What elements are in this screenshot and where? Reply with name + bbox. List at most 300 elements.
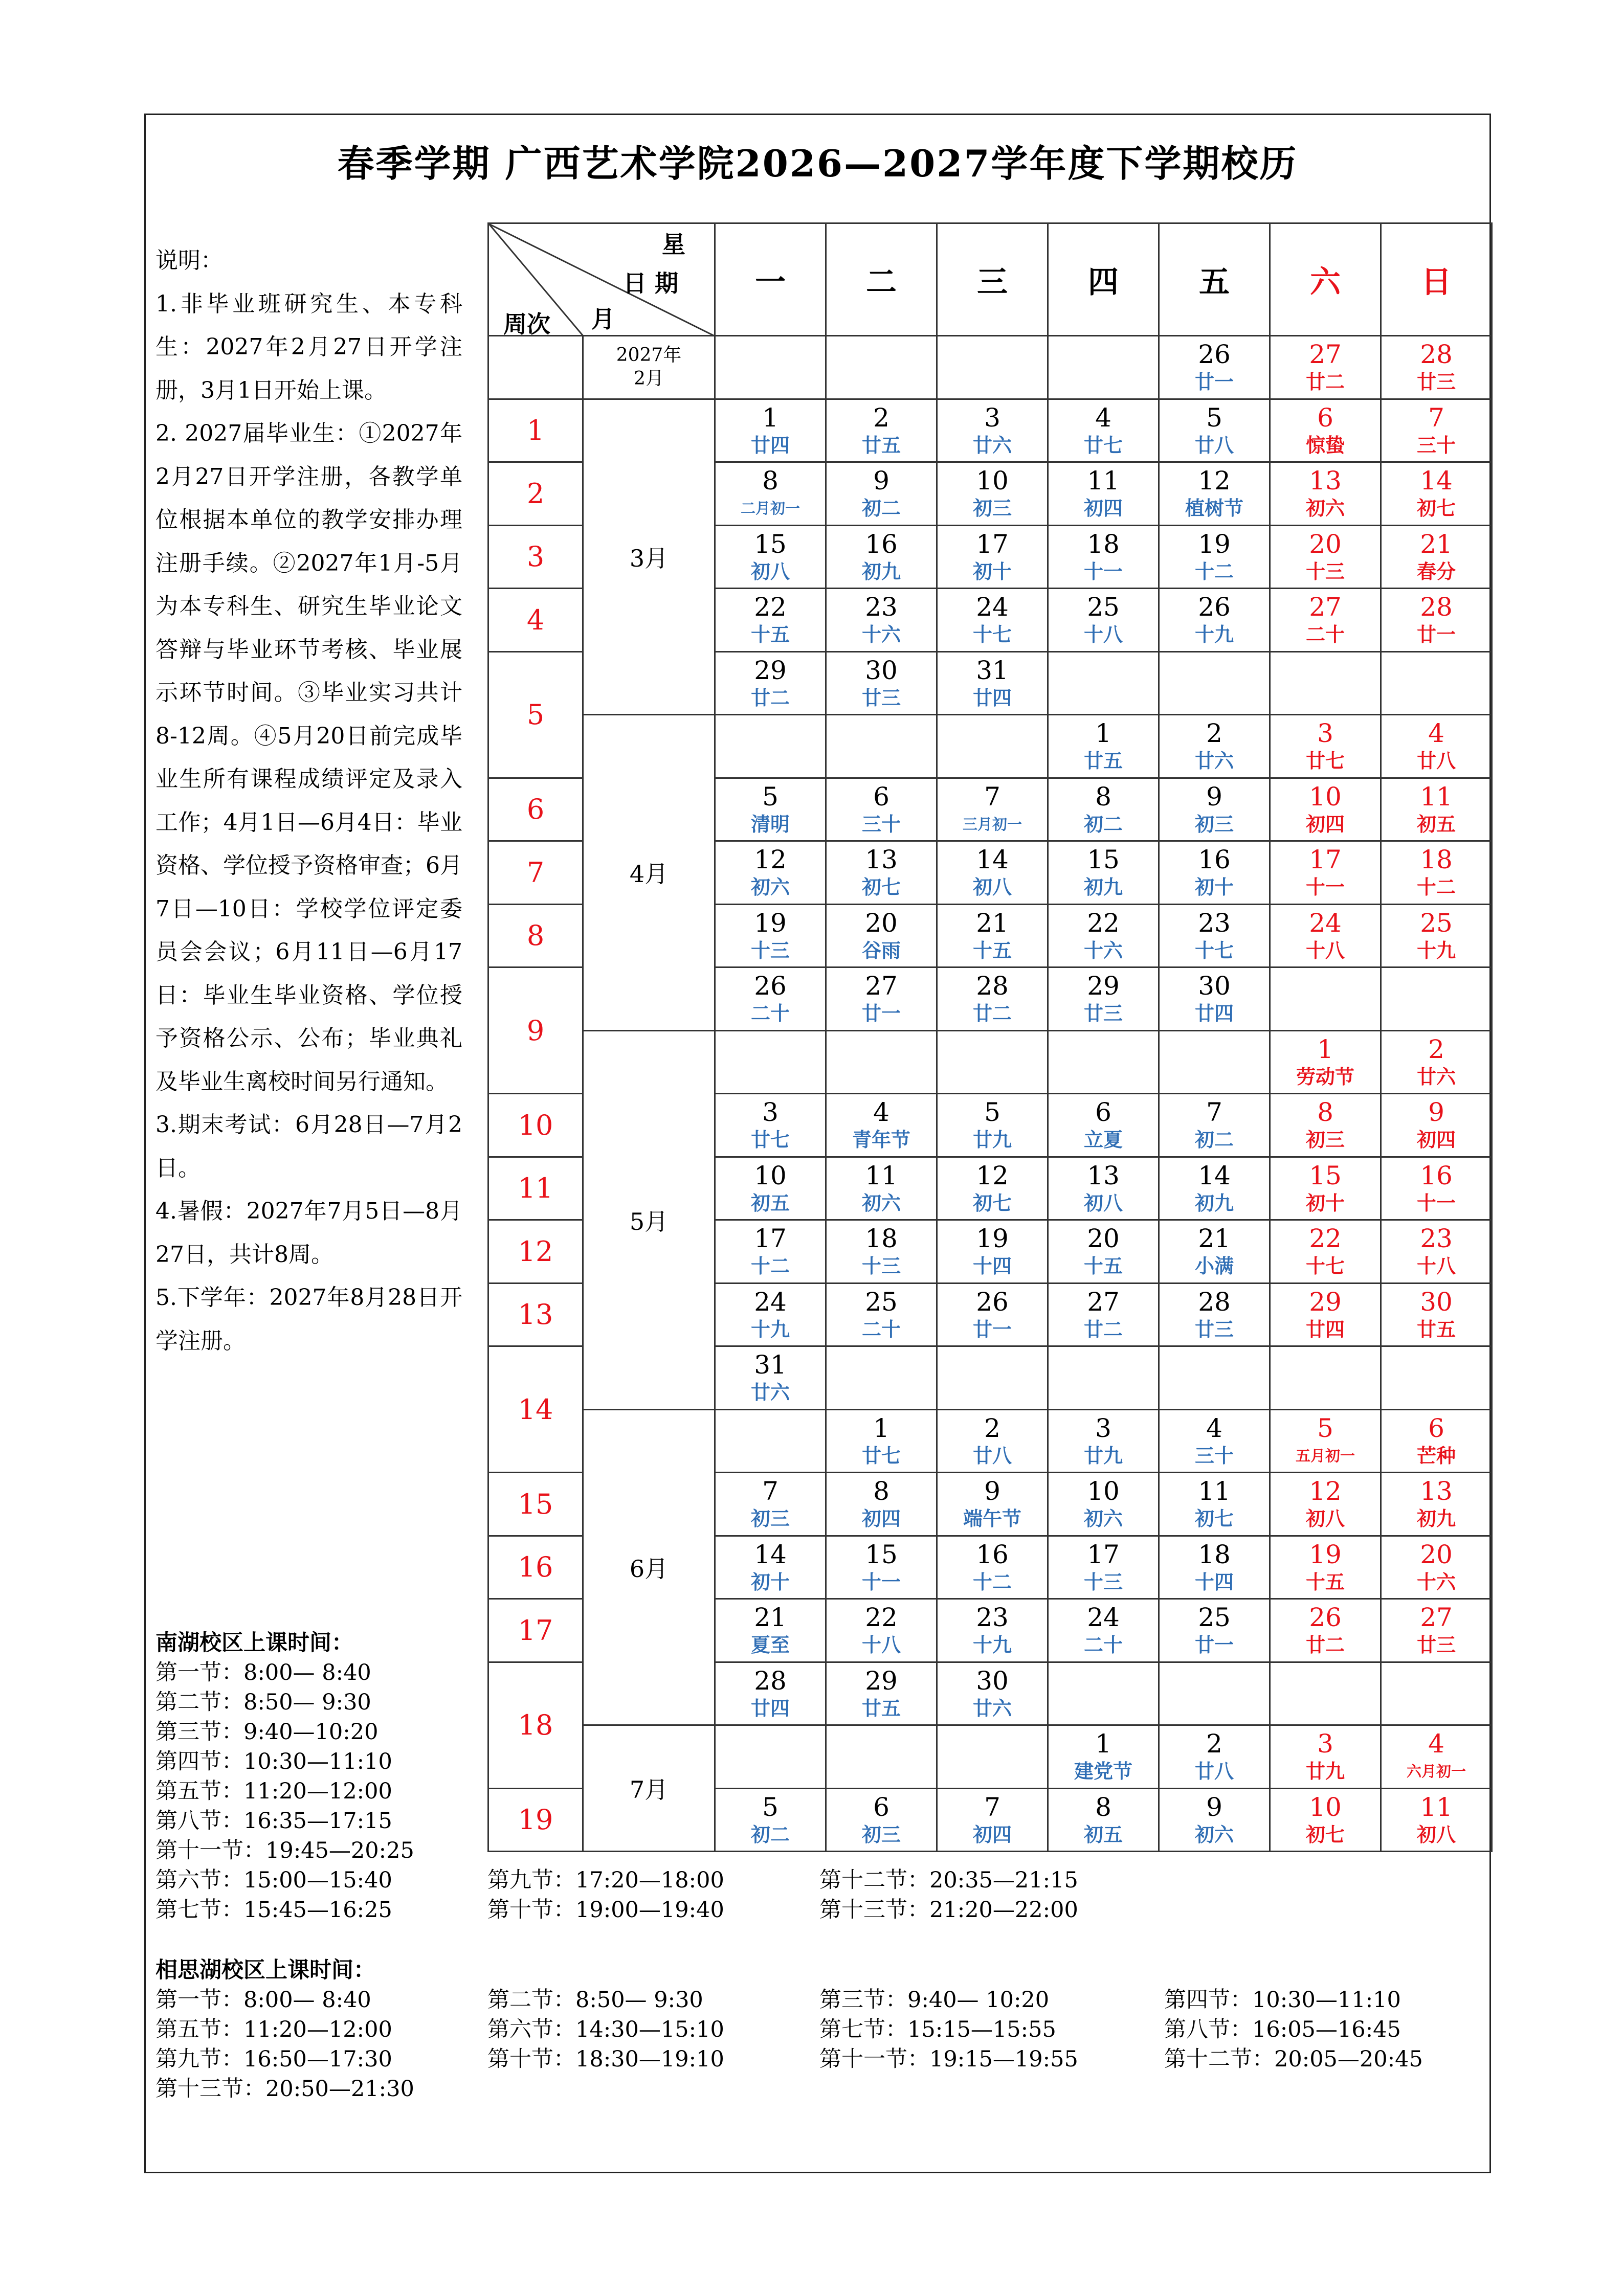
empty-cell — [937, 1030, 1048, 1094]
date-number: 20 — [1087, 1224, 1120, 1254]
day-sun: 日 — [1381, 223, 1492, 336]
date-cell — [715, 1473, 826, 1536]
date-cell — [937, 399, 1048, 462]
date-number: 17 — [1309, 845, 1342, 875]
date-number: 5 — [1206, 402, 1222, 433]
lunar-date: 初七 — [1416, 497, 1456, 520]
xiangsi-heading: 相思湖校区上课时间： — [155, 1957, 375, 1983]
class-period-time: 第十三节：21:20—22:00 — [819, 1897, 1078, 1923]
date-cell — [826, 1157, 937, 1220]
lunar-date: 廿八 — [1194, 1760, 1234, 1783]
note-paragraph: 说明： — [155, 247, 223, 274]
lunar-date: 廿六 — [972, 433, 1012, 457]
date-number: 24 — [1309, 908, 1342, 938]
date-cell — [1048, 1788, 1159, 1852]
date-number: 3 — [1095, 1413, 1111, 1443]
date-number: 24 — [754, 1287, 787, 1317]
lunar-date: 十七 — [972, 623, 1012, 646]
date-number: 30 — [976, 1665, 1009, 1696]
date-number: 25 — [1420, 908, 1453, 938]
lunar-date: 二十 — [750, 1002, 790, 1025]
class-period-time: 第五节：11:20—12:00 — [155, 2017, 392, 2042]
empty-cell — [715, 1409, 826, 1473]
date-cell — [715, 399, 826, 462]
empty-cell — [1381, 967, 1492, 1031]
lunar-date: 十一 — [1416, 1191, 1456, 1214]
empty-cell — [937, 1346, 1048, 1410]
date-cell — [826, 1283, 937, 1346]
date-cell — [1381, 1788, 1492, 1852]
date-number: 27 — [1420, 1603, 1453, 1633]
date-cell — [715, 967, 826, 1031]
date-number: 4 — [1428, 718, 1444, 749]
empty-cell — [715, 715, 826, 778]
lunar-date: 廿三 — [1194, 1317, 1234, 1341]
note-paragraph: 4.暑假：2027年7月5日—8月27日，共计8周。 — [155, 1198, 462, 1268]
date-cell — [937, 1157, 1048, 1220]
date-number: 23 — [976, 1603, 1009, 1633]
date-number: 30 — [1198, 971, 1231, 1001]
lunar-date: 廿六 — [1416, 1065, 1456, 1088]
lunar-date: 初六 — [1194, 1822, 1234, 1846]
date-cell — [1270, 525, 1381, 589]
lunar-date: 廿八 — [1416, 749, 1456, 773]
lunar-date: 初七 — [1305, 1822, 1345, 1846]
date-cell — [1159, 399, 1270, 462]
empty-cell — [1270, 1346, 1381, 1410]
date-number: 26 — [976, 1287, 1009, 1317]
lunar-date: 二十 — [1083, 1633, 1123, 1657]
xiangsi-schedule-col3 — [819, 1985, 1078, 2074]
riqi-label: 日 期 — [623, 269, 679, 297]
date-number: 14 — [1420, 466, 1453, 496]
lunar-date: 十七 — [1194, 938, 1234, 962]
class-period-time: 第八节：16:35—17:15 — [155, 1808, 392, 1834]
lunar-date: 初二 — [1083, 812, 1123, 836]
date-number: 30 — [1420, 1287, 1453, 1317]
date-number: 1 — [1095, 718, 1111, 749]
lunar-date: 十二 — [750, 1254, 790, 1278]
date-number: 25 — [1198, 1603, 1231, 1633]
date-number: 3 — [762, 1097, 778, 1128]
week-number: 11 — [488, 1157, 583, 1220]
lunar-date: 廿二 — [972, 1002, 1012, 1025]
lunar-date: 十三 — [861, 1254, 901, 1278]
date-cell — [1048, 1409, 1159, 1473]
date-cell — [1270, 1725, 1381, 1789]
lunar-date: 廿三 — [861, 686, 901, 709]
empty-cell — [1270, 967, 1381, 1031]
date-cell — [715, 1788, 826, 1852]
date-number: 21 — [754, 1603, 787, 1633]
lunar-date: 初九 — [1194, 1191, 1234, 1214]
page-title: 春季学期 广西艺术学院2026—2027学年度下学期校历 — [337, 142, 1298, 185]
date-cell — [937, 841, 1048, 905]
lunar-date: 廿三 — [1416, 1633, 1456, 1657]
date-cell — [937, 1094, 1048, 1157]
lunar-date: 廿二 — [1305, 370, 1345, 394]
date-cell — [1159, 336, 1270, 399]
date-cell — [826, 841, 937, 905]
date-cell — [1270, 715, 1381, 778]
xiangsi-schedule-col4 — [1164, 1985, 1423, 2074]
lunar-date: 十二 — [1416, 875, 1456, 899]
date-number: 14 — [754, 1539, 787, 1569]
date-number: 28 — [976, 971, 1009, 1001]
lunar-date: 廿五 — [861, 1696, 901, 1720]
date-number: 16 — [1420, 1160, 1453, 1190]
date-number: 18 — [1198, 1539, 1231, 1569]
date-cell — [937, 1220, 1048, 1284]
lunar-date: 十三 — [1083, 1570, 1123, 1593]
date-cell — [1048, 967, 1159, 1031]
empty-cell — [1159, 1030, 1270, 1094]
date-cell — [1381, 462, 1492, 526]
date-cell — [1159, 589, 1270, 652]
lunar-date: 小满 — [1194, 1254, 1234, 1278]
date-number: 8 — [1317, 1097, 1333, 1128]
date-number: 18 — [865, 1224, 898, 1254]
date-number: 22 — [1309, 1224, 1342, 1254]
date-cell — [1048, 715, 1159, 778]
lunar-date: 三十 — [1416, 433, 1456, 457]
lunar-date: 初八 — [1416, 1822, 1456, 1846]
lunar-date: 三十 — [1194, 1444, 1234, 1467]
month-label: 7月 — [583, 1725, 715, 1852]
lunar-date: 十六 — [861, 623, 901, 646]
date-number: 26 — [1198, 340, 1231, 370]
date-cell — [1048, 589, 1159, 652]
date-number: 15 — [865, 1539, 898, 1569]
class-period-time: 第五节：11:20—12:00 — [155, 1779, 392, 1804]
date-cell — [826, 1409, 937, 1473]
lunar-date: 十八 — [861, 1633, 901, 1657]
day-wed: 三 — [937, 223, 1048, 336]
lunar-date: 初八 — [972, 875, 1012, 899]
date-number: 12 — [1198, 466, 1231, 496]
date-cell — [1048, 1283, 1159, 1346]
class-period-time: 第六节：15:00—15:40 — [155, 1867, 392, 1893]
date-number: 3 — [1317, 718, 1333, 749]
lunar-date: 廿三 — [1083, 1002, 1123, 1025]
date-number: 28 — [1198, 1287, 1231, 1317]
date-cell — [826, 1473, 937, 1536]
date-cell — [826, 1662, 937, 1725]
date-number: 10 — [1087, 1476, 1120, 1506]
empty-cell — [1381, 1662, 1492, 1725]
date-number: 5 — [1317, 1413, 1333, 1443]
date-cell — [1381, 336, 1492, 399]
class-period-time: 第十三节：20:50—21:30 — [155, 2076, 414, 2102]
lunar-date: 二十 — [1305, 623, 1345, 646]
lunar-date: 廿七 — [1083, 433, 1123, 457]
week-number: 3 — [488, 525, 583, 589]
date-number: 21 — [1198, 1224, 1231, 1254]
date-number: 2 — [1428, 1034, 1444, 1064]
date-cell — [1381, 1536, 1492, 1599]
class-period-time: 第十二节：20:05—20:45 — [1164, 2046, 1423, 2072]
nanhu-heading: 南湖校区上课时间： — [155, 1630, 353, 1656]
date-cell — [937, 778, 1048, 841]
date-cell — [1270, 778, 1381, 841]
date-number: 4 — [873, 1097, 889, 1128]
class-period-time: 第六节：14:30—15:10 — [487, 2017, 724, 2042]
date-number: 21 — [976, 908, 1009, 938]
lunar-date: 立夏 — [1083, 1128, 1123, 1152]
date-cell — [1381, 1094, 1492, 1157]
date-number: 29 — [1309, 1287, 1342, 1317]
calendar-row — [488, 1409, 1492, 1473]
empty-cell — [1159, 651, 1270, 715]
date-cell — [1270, 841, 1381, 905]
date-cell — [715, 1599, 826, 1662]
lunar-date: 廿五 — [861, 433, 901, 457]
lunar-date: 廿一 — [861, 1002, 901, 1025]
date-cell — [1270, 1788, 1381, 1852]
date-cell — [1270, 1473, 1381, 1536]
lunar-date: 十五 — [1083, 1254, 1123, 1278]
date-cell — [1159, 1283, 1270, 1346]
header-corner — [488, 223, 715, 336]
date-cell — [826, 1788, 937, 1852]
lunar-date: 初十 — [1194, 875, 1234, 899]
week-number: 6 — [488, 778, 583, 841]
date-cell — [1270, 1094, 1381, 1157]
date-number: 13 — [1087, 1160, 1120, 1190]
date-cell — [1270, 462, 1381, 526]
date-number: 7 — [984, 781, 1000, 812]
date-number: 16 — [1198, 845, 1231, 875]
date-number: 2 — [1206, 718, 1222, 749]
lunar-date: 十四 — [972, 1254, 1012, 1278]
date-cell — [1159, 967, 1270, 1031]
lunar-date: 初十 — [972, 559, 1012, 583]
empty-cell — [1048, 651, 1159, 715]
date-cell — [715, 1346, 826, 1410]
date-cell — [937, 525, 1048, 589]
date-cell — [826, 1220, 937, 1284]
lunar-date: 廿一 — [1194, 1633, 1234, 1657]
date-number: 16 — [865, 529, 898, 559]
date-number: 7 — [762, 1476, 778, 1506]
lunar-date: 清明 — [750, 812, 790, 836]
week-number: 2 — [488, 462, 583, 526]
date-number: 19 — [1309, 1539, 1342, 1569]
lunar-date: 十四 — [1194, 1570, 1234, 1593]
lunar-date: 廿一 — [1194, 370, 1234, 394]
lunar-date: 初三 — [750, 1507, 790, 1530]
date-number: 17 — [754, 1224, 787, 1254]
week-number: 9 — [488, 967, 583, 1094]
lunar-date: 初九 — [1416, 1507, 1456, 1530]
lunar-date: 十三 — [750, 938, 790, 962]
date-cell — [1159, 841, 1270, 905]
date-number: 9 — [873, 466, 889, 496]
lunar-date: 十二 — [972, 1570, 1012, 1593]
lunar-date: 廿五 — [1416, 1317, 1456, 1341]
date-cell — [715, 841, 826, 905]
lunar-date: 六月初一 — [1406, 1763, 1466, 1781]
lunar-date: 十八 — [1416, 1254, 1456, 1278]
lunar-date: 初四 — [1416, 1128, 1456, 1152]
lunar-date: 夏至 — [750, 1633, 790, 1657]
week-number: 7 — [488, 841, 583, 905]
day-thu: 四 — [1048, 223, 1159, 336]
lunar-date: 廿六 — [750, 1381, 790, 1404]
date-cell — [937, 967, 1048, 1031]
date-number: 8 — [1095, 781, 1111, 812]
date-number: 31 — [976, 655, 1009, 685]
date-cell — [1159, 462, 1270, 526]
lunar-date: 植树节 — [1185, 497, 1243, 520]
date-cell — [826, 967, 937, 1031]
date-cell — [937, 904, 1048, 967]
date-cell — [1381, 715, 1492, 778]
date-cell — [715, 1536, 826, 1599]
lunar-date: 廿四 — [1305, 1317, 1345, 1341]
lunar-date: 惊蛰 — [1305, 433, 1345, 457]
lunar-date: 初八 — [1305, 1507, 1345, 1530]
date-cell — [1159, 1094, 1270, 1157]
lunar-date: 廿五 — [1083, 749, 1123, 773]
week-number: 10 — [488, 1094, 583, 1157]
date-number: 17 — [976, 529, 1009, 559]
date-cell — [937, 1283, 1048, 1346]
lunar-date: 廿九 — [1305, 1760, 1345, 1783]
lunar-date: 初六 — [1305, 497, 1345, 520]
lunar-date: 廿八 — [972, 1444, 1012, 1467]
class-period-time: 第四节：10:30—11:10 — [1164, 1987, 1401, 2013]
lunar-date: 十六 — [1083, 938, 1123, 962]
date-cell — [1381, 399, 1492, 462]
lunar-date: 廿七 — [750, 1128, 790, 1152]
date-cell — [1270, 1409, 1381, 1473]
month-label: 4月 — [583, 715, 715, 1031]
date-cell — [1270, 1220, 1381, 1284]
date-cell — [1159, 1788, 1270, 1852]
lunar-date: 初九 — [1083, 875, 1123, 899]
date-cell — [1381, 1725, 1492, 1789]
week-number: 13 — [488, 1283, 583, 1346]
week-number: 5 — [488, 651, 583, 778]
lunar-date: 初十 — [1305, 1191, 1345, 1214]
lunar-date: 初二 — [750, 1822, 790, 1846]
empty-cell — [715, 336, 826, 399]
date-cell — [1048, 1473, 1159, 1536]
empty-cell — [715, 1725, 826, 1789]
lunar-date: 廿二 — [1305, 1633, 1345, 1657]
date-number: 19 — [976, 1224, 1009, 1254]
date-cell — [1159, 1473, 1270, 1536]
date-cell — [937, 1662, 1048, 1725]
date-number: 19 — [754, 908, 787, 938]
empty-cell — [1048, 1346, 1159, 1410]
date-number: 11 — [1087, 466, 1120, 496]
lunar-date: 十一 — [1083, 559, 1123, 583]
date-cell — [937, 1599, 1048, 1662]
week-number: 8 — [488, 904, 583, 967]
class-period-time: 第二节：8:50— 9:30 — [155, 1690, 371, 1715]
lunar-date: 二月初一 — [740, 500, 800, 517]
notes-panel — [155, 239, 462, 1363]
date-number: 28 — [1420, 592, 1453, 622]
lunar-date: 春分 — [1416, 559, 1456, 583]
date-number: 11 — [1420, 1792, 1453, 1822]
date-number: 27 — [865, 971, 898, 1001]
lunar-date: 初六 — [750, 875, 790, 899]
lunar-date: 十九 — [1194, 623, 1234, 646]
date-number: 10 — [754, 1160, 787, 1190]
date-cell — [715, 651, 826, 715]
class-period-time: 第九节：17:20—18:00 — [487, 1867, 724, 1893]
week-number: 19 — [488, 1788, 583, 1852]
date-cell — [1381, 1220, 1492, 1284]
date-cell — [1159, 715, 1270, 778]
date-cell — [1381, 1283, 1492, 1346]
class-period-time: 第二节：8:50— 9:30 — [487, 1987, 703, 2013]
date-number: 6 — [873, 1792, 889, 1822]
date-cell — [1159, 1409, 1270, 1473]
date-cell — [715, 525, 826, 589]
date-number: 6 — [873, 781, 889, 812]
date-cell — [1381, 589, 1492, 652]
date-number: 4 — [1206, 1413, 1222, 1443]
date-cell — [1270, 1030, 1381, 1094]
date-cell — [826, 904, 937, 967]
lunar-date: 初九 — [861, 559, 901, 583]
calendar-row — [488, 1030, 1492, 1094]
date-number: 9 — [984, 1476, 1000, 1506]
date-number: 11 — [865, 1160, 898, 1190]
lunar-date: 廿三 — [1416, 370, 1456, 394]
calendar-row — [488, 399, 1492, 462]
class-period-time: 第三节：9:40—10:20 — [155, 1719, 379, 1745]
date-cell — [715, 1157, 826, 1220]
lunar-date: 青年节 — [852, 1128, 910, 1152]
empty-cell — [1381, 1346, 1492, 1410]
date-number: 16 — [976, 1539, 1009, 1569]
date-number: 8 — [873, 1476, 889, 1506]
date-number: 2 — [873, 402, 889, 433]
lunar-date: 十七 — [1305, 1254, 1345, 1278]
empty-cell — [826, 336, 937, 399]
date-number: 29 — [865, 1665, 898, 1696]
class-period-time: 第八节：16:05—16:45 — [1164, 2017, 1401, 2042]
lunar-date: 廿二 — [1083, 1317, 1123, 1341]
lunar-date: 初三 — [1305, 1128, 1345, 1152]
lunar-date: 廿四 — [750, 433, 790, 457]
lunar-date: 五月初一 — [1295, 1447, 1355, 1465]
date-cell — [826, 589, 937, 652]
date-number: 22 — [754, 592, 787, 622]
date-number: 12 — [754, 845, 787, 875]
date-cell — [1048, 399, 1159, 462]
date-cell — [1270, 904, 1381, 967]
date-cell — [1048, 1599, 1159, 1662]
date-cell — [937, 1473, 1048, 1536]
day-mon: 一 — [715, 223, 826, 336]
date-cell — [937, 462, 1048, 526]
date-number: 29 — [754, 655, 787, 685]
month-label: 6月 — [583, 1409, 715, 1725]
class-period-time: 第一节：8:00— 8:40 — [155, 1660, 371, 1685]
date-number: 25 — [1087, 592, 1120, 622]
date-number: 22 — [1087, 908, 1120, 938]
date-cell — [1159, 778, 1270, 841]
lunar-date: 廿七 — [861, 1444, 901, 1467]
date-cell — [826, 1599, 937, 1662]
date-number: 11 — [1198, 1476, 1231, 1506]
